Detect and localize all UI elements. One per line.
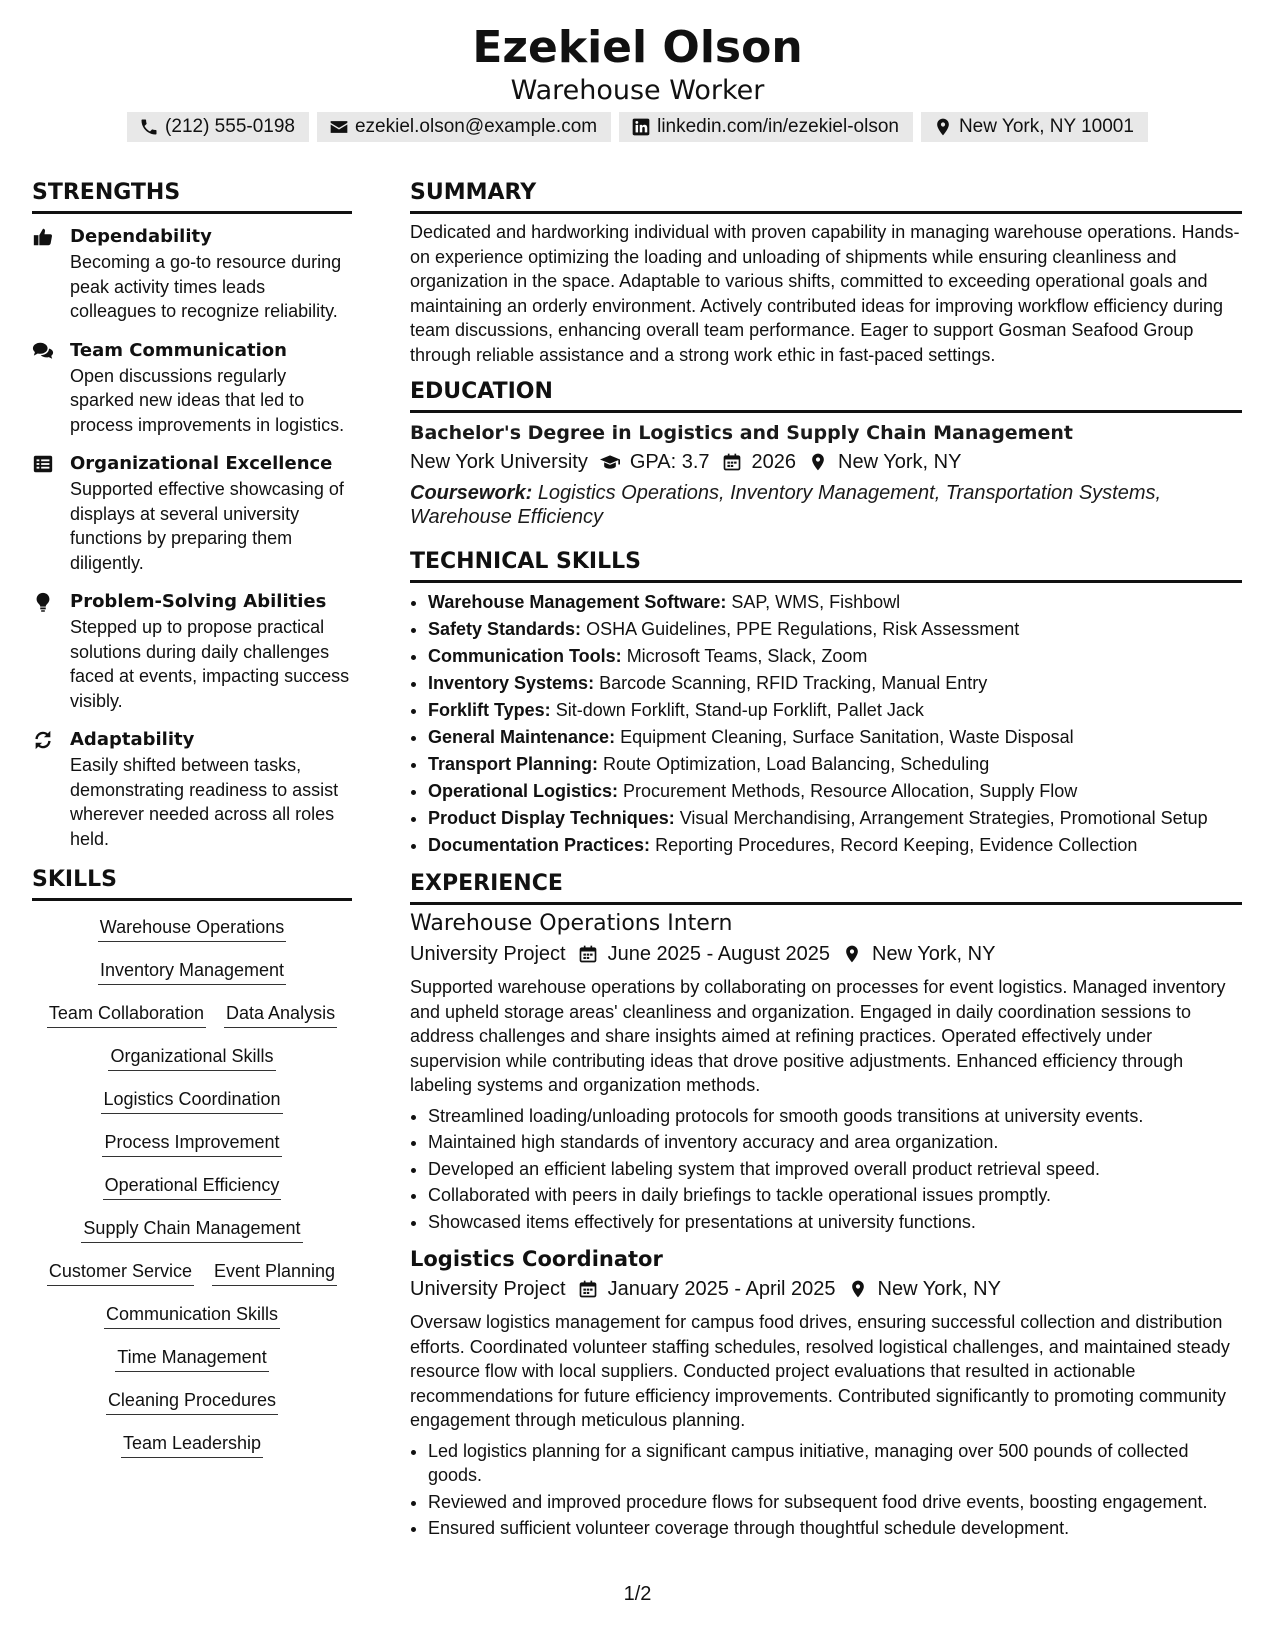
experience-heading: EXPERIENCE <box>410 869 1242 905</box>
job-meta <box>410 939 1242 969</box>
technical-skill-item <box>428 643 1242 670</box>
strength-title: Adaptability <box>70 729 195 750</box>
skill-tag: Operational Efficiency <box>103 1173 282 1200</box>
technical-skill-value: Microsoft Teams, Slack, Zoom <box>626 646 868 666</box>
job-dates: June 2025 - August 2025 <box>607 943 831 965</box>
comments-icon <box>32 340 54 362</box>
candidate-name: Ezekiel Olson <box>472 22 803 73</box>
skill-tag: Warehouse Operations <box>98 915 286 942</box>
education-degree: Bachelor's Degree in Logistics and Supply Chain Management <box>410 422 1073 444</box>
skill-tag: Team Collaboration <box>47 1001 206 1028</box>
technical-skill-value: Sit-down Forklift, Stand-up Forklift, Pallet Jack <box>555 700 924 720</box>
skill-tag: Supply Chain Management <box>81 1216 302 1243</box>
experience-entry <box>410 909 1242 1234</box>
skill-tag: Cleaning Procedures <box>106 1388 278 1415</box>
technical-skill-item <box>428 589 1242 616</box>
job-dates: January 2025 - April 2025 <box>607 1278 836 1300</box>
skill-tag: Time Management <box>115 1345 268 1372</box>
skill-tag: Communication Skills <box>104 1302 280 1329</box>
calendar-icon <box>722 452 742 472</box>
page-number: 1/2 <box>623 1583 652 1605</box>
linkedin-text: linkedin.com/in/ezekiel-olson <box>657 116 899 137</box>
summary-text: Dedicated and hardworking individual with proven capability in managing warehouse operations. Hands-on experience optimizing the loading and unloading of shipments while ensuring cleanliness and organization in the space. Adaptable to various shifts, committed to exceeding operational goals and maintaining an orderly environment. Actively contributed ideas for improving workflow efficiency during team discussions, enhancing overall team performance. Eager to support Gosman Seafood Group through reliable assistance and a strong work ethic in fast-paced settings. <box>410 222 1240 365</box>
strength-desc: Easily shifted between tasks, demonstrating readiness to assist wherever needed across all roles held. <box>70 755 339 849</box>
technical-skill-label: Transport Planning: <box>428 754 599 774</box>
education-heading: EDUCATION <box>410 377 1242 413</box>
technical-skill-item <box>428 670 1242 697</box>
job-bullet: • Developed an efficient labeling system that improved overall product retrieval speed. <box>428 1157 1242 1182</box>
technical-skills-heading: TECHNICAL SKILLS <box>410 547 1242 583</box>
technical-skill-label: Inventory Systems: <box>428 673 595 693</box>
technical-skill-label: Product Display Techniques: <box>428 808 675 828</box>
linkedin-icon <box>631 117 651 137</box>
location-text: New York, NY 10001 <box>958 116 1134 137</box>
contact-email[interactable] <box>317 112 611 142</box>
job-bullets <box>410 1439 1242 1541</box>
education-gpa: GPA: 3.7 <box>629 451 710 473</box>
technical-skill-value: Route Optimization, Load Balancing, Scheduling <box>603 754 990 774</box>
list-alt-icon <box>32 453 54 475</box>
job-bullet: • Collaborated with peers in daily briefings to tackle operational issues promptly. <box>428 1183 1242 1208</box>
technical-skill-label: Communication Tools: <box>428 646 622 666</box>
technical-skill-value: Procurement Methods, Resource Allocation, Supply Flow <box>623 781 1078 801</box>
technical-skill-value: SAP, WMS, Fishbowl <box>731 592 901 612</box>
job-org: University Project <box>410 943 566 965</box>
technical-skill-label: General Maintenance: <box>428 727 616 747</box>
technical-skill-value: Barcode Scanning, RFID Tracking, Manual Entry <box>599 673 988 693</box>
resume-header <box>0 20 1275 142</box>
technical-skill-label: Warehouse Management Software: <box>428 592 727 612</box>
technical-skill-item <box>428 697 1242 724</box>
technical-skill-value: Equipment Cleaning, Surface Sanitation, Waste Disposal <box>620 727 1074 747</box>
strengths-heading: STRENGTHS <box>32 178 352 214</box>
thumbs-up-icon <box>32 226 54 248</box>
strength-title: Team Communication <box>70 339 287 361</box>
strength-item <box>32 589 352 713</box>
technical-skill-label: Safety Standards: <box>428 619 582 639</box>
education-year: 2026 <box>751 451 797 473</box>
strength-item <box>32 451 352 575</box>
contact-linkedin[interactable] <box>619 112 913 142</box>
strength-title: Problem-Solving Abilities <box>70 591 327 612</box>
technical-skill-label: Operational Logistics: <box>428 781 619 801</box>
technical-skill-item <box>428 778 1242 805</box>
right-column <box>410 178 1242 1543</box>
strength-desc: Stepped up to propose practical solutions during daily challenges faced at events, impacting success visibly. <box>70 617 350 711</box>
phone-icon <box>139 117 159 137</box>
map-marker-icon <box>848 1279 868 1299</box>
envelope-icon <box>329 117 349 137</box>
job-bullet: • Streamlined loading/unloading protocols for smooth goods transitions at university events. <box>428 1104 1242 1129</box>
experience-entry <box>410 1244 1242 1541</box>
education-coursework <box>410 481 1242 529</box>
skill-tag: Team Leadership <box>121 1431 263 1458</box>
strength-desc: Becoming a go-to resource during peak activity times leads colleagues to recognize reliability. <box>70 252 342 321</box>
job-bullet: • Maintained high standards of inventory accuracy and area organization. <box>428 1130 1242 1155</box>
technical-skill-value: Visual Merchandising, Arrangement Strategies, Promotional Setup <box>679 808 1208 828</box>
skills-heading: SKILLS <box>32 865 352 901</box>
job-description: Oversaw logistics management for campus food drives, ensuring successful collection and distribution efforts. Coordinated volunteer staffing schedules, resolved logistical challenges, and maintained steady resource flow with local suppliers. Conducted project evaluations that resulted in actionable recommendations for future efficiency improvements. Contributed significantly to promoting community engagement through meticulous planning. <box>410 1312 1230 1430</box>
contact-location <box>921 112 1148 142</box>
map-marker-icon <box>933 117 953 137</box>
calendar-icon <box>578 1279 598 1299</box>
strength-item <box>32 338 352 438</box>
skill-tag: Customer Service <box>47 1259 194 1286</box>
job-location: New York, NY <box>872 943 996 965</box>
phone-text: (212) 555-0198 <box>165 116 295 137</box>
technical-skill-item <box>428 805 1242 832</box>
skills-list <box>32 915 352 1458</box>
skill-tag: Organizational Skills <box>108 1044 275 1071</box>
left-column <box>32 178 352 1458</box>
job-location: New York, NY <box>877 1278 1001 1300</box>
job-bullets <box>410 1104 1242 1235</box>
strength-desc: Supported effective showcasing of displays at several university functions by preparing them diligently. <box>70 479 344 573</box>
education-location: New York, NY <box>838 451 962 473</box>
strength-item <box>32 727 352 851</box>
technical-skills-list <box>410 589 1242 859</box>
education-meta <box>410 447 1242 477</box>
technical-skill-value: Reporting Procedures, Record Keeping, Evidence Collection <box>655 835 1138 855</box>
refresh-icon <box>32 729 54 751</box>
education-school: New York University <box>410 451 588 473</box>
job-title: Logistics Coordinator <box>410 1247 663 1271</box>
graduation-cap-icon <box>600 452 620 472</box>
technical-skill-item <box>428 616 1242 643</box>
coursework-label: Coursework: <box>410 482 533 504</box>
technical-skill-item <box>428 751 1242 778</box>
contact-bar <box>0 112 1275 142</box>
email-text: ezekiel.olson@example.com <box>354 116 598 137</box>
lightbulb-icon <box>32 591 54 613</box>
map-marker-icon <box>808 452 828 472</box>
strength-title: Organizational Excellence <box>70 453 333 474</box>
skill-tag: Logistics Coordination <box>101 1087 282 1114</box>
technical-skill-item <box>428 724 1242 751</box>
skill-tag: Event Planning <box>212 1259 337 1286</box>
job-description: Supported warehouse operations by collaborating on processes for event logistics. Managed inventory and upheld storage areas' cleanliness and organization. Engaged in daily coordination sessions to address challenges and share insights aimed at refining practices. Operated effectively under supervision while contributing ideas that drove positive adjustments. Enhanced efficiency through labeling systems and organization methods. <box>410 977 1226 1095</box>
candidate-role: Warehouse Worker <box>510 75 765 106</box>
calendar-icon <box>578 944 598 964</box>
technical-skill-item <box>428 832 1242 859</box>
job-bullet: • Led logistics planning for a significant campus initiative, managing over 500 pounds of collected goods. <box>428 1439 1242 1488</box>
strength-title: Dependability <box>70 226 212 247</box>
coursework-text: Logistics Operations, Inventory Management, Transportation Systems, Warehouse Efficiency <box>410 482 1162 528</box>
skill-tag: Inventory Management <box>98 958 286 985</box>
job-bullet: • Showcased items effectively for presentations at university functions. <box>428 1210 1242 1235</box>
technical-skill-value: OSHA Guidelines, PPE Regulations, Risk Assessment <box>586 619 1020 639</box>
technical-skill-label: Documentation Practices: <box>428 835 651 855</box>
skill-tag: Process Improvement <box>102 1130 281 1157</box>
job-meta <box>410 1274 1242 1304</box>
map-marker-icon <box>842 944 862 964</box>
strength-item <box>32 224 352 324</box>
job-bullet: • Ensured sufficient volunteer coverage through thoughtful schedule development. <box>428 1516 1242 1541</box>
job-bullet: • Reviewed and improved procedure flows for subsequent food drive events, boosting engagement. <box>428 1490 1242 1515</box>
skill-tag: Data Analysis <box>224 1001 337 1028</box>
strengths-list <box>32 224 352 851</box>
strength-desc: Open discussions regularly sparked new ideas that led to process improvements in logistics. <box>70 365 345 435</box>
job-org: University Project <box>410 1278 566 1300</box>
job-title: Warehouse Operations Intern <box>410 911 733 936</box>
technical-skill-label: Forklift Types: <box>428 700 551 720</box>
contact-phone[interactable] <box>127 112 309 142</box>
summary-heading: SUMMARY <box>410 178 1242 214</box>
